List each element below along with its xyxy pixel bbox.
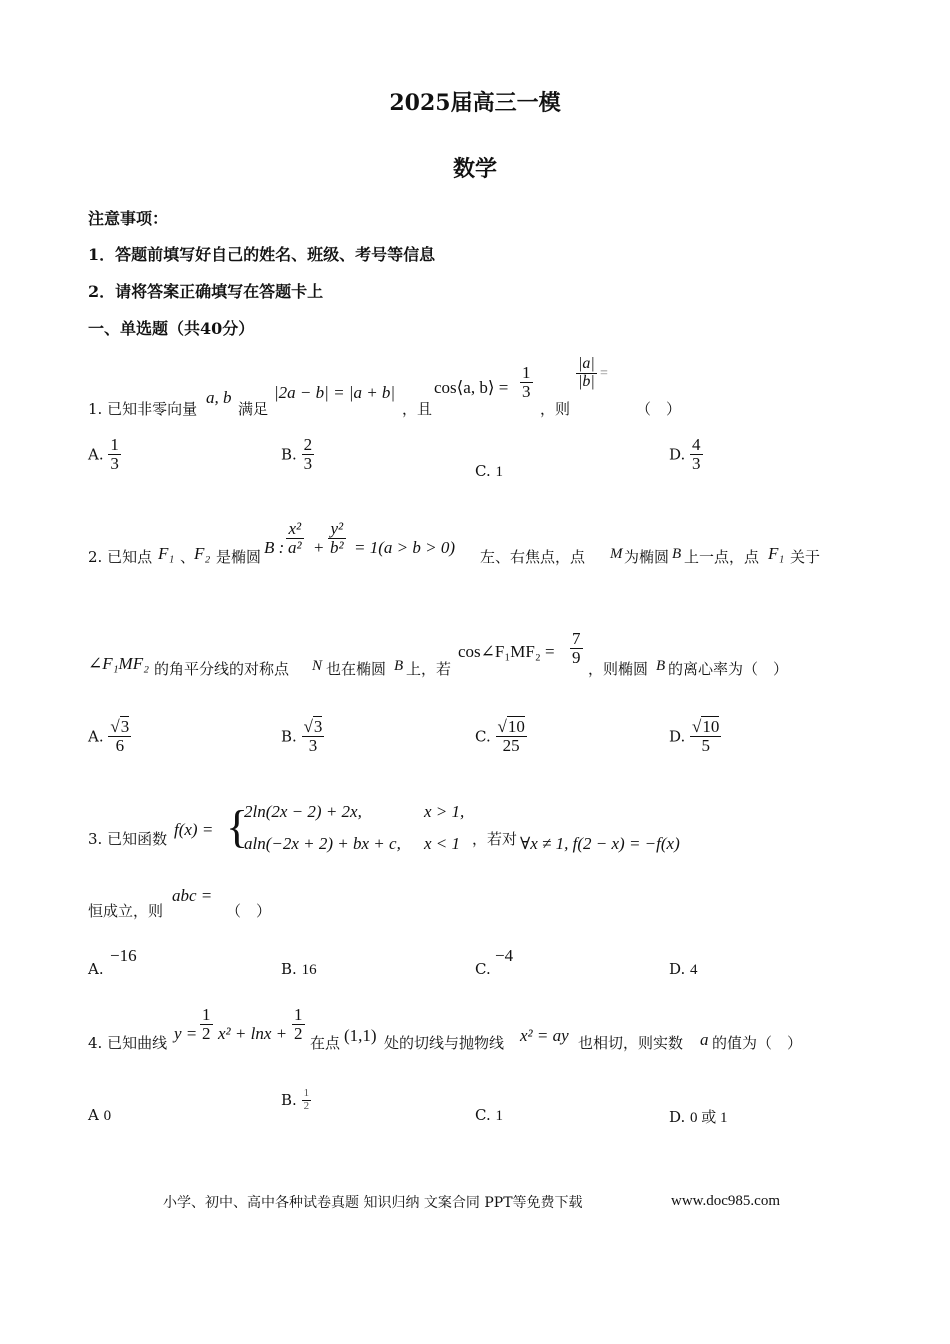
q2-x-fraction [286, 520, 304, 557]
fraction-num: √10 [692, 717, 720, 736]
option-label: A. [88, 960, 104, 978]
q4-tangent: 处的切线与抛物线 [384, 1034, 505, 1052]
q3-forall: ∀x ≠ 1, f(2 − x) = −f(x) [520, 834, 680, 853]
option-text: −4 [495, 946, 514, 965]
q2-tail1: 左、右焦点，点 [480, 548, 586, 566]
q2-option-c [475, 718, 527, 755]
q2-ellipse-b2: B [394, 658, 404, 674]
q2-tail4: 关于 [790, 548, 821, 566]
option-label: C. [475, 1106, 491, 1124]
q1-ratio-num: |a| [578, 355, 595, 372]
fraction-num: 2 [303, 435, 313, 454]
footer-url[interactable]: www.doc985.com [671, 1193, 781, 1209]
q2-f2: F₂ [194, 544, 211, 563]
fraction-den: a² [288, 537, 302, 557]
q2-sep: 、 [180, 548, 196, 566]
option-label: D. [669, 727, 686, 746]
q4-also: 也相切，则实数 [578, 1034, 684, 1052]
q1-cos-lhs: cos⟨a, b⟩ = [434, 378, 509, 397]
q2-f1: F₁ [158, 544, 175, 563]
notice-item-1: 1．答题前填写好自己的姓名、班级、考号等信息 [88, 245, 436, 264]
q2-f1-again: F₁ [768, 544, 785, 563]
q2-line2b: 也在椭圆 [326, 660, 387, 678]
option-label: A. [88, 727, 104, 746]
option-label: C. [475, 960, 491, 978]
q4-end: 的值为（ ） [712, 1034, 803, 1052]
q2-cos-fraction [570, 630, 583, 667]
q2-plus: + [314, 538, 324, 557]
fraction-num: 7 [572, 629, 581, 648]
q1-option-b [281, 436, 314, 473]
q2-line2d: ，则椭圆 [588, 660, 649, 678]
section-heading: 一、单选题（共40分） [88, 319, 255, 338]
q2-cos: cos∠F₁MF₂ = [458, 642, 555, 661]
q2-ellipse-b: B [672, 546, 682, 562]
question-2-line-2 [88, 630, 868, 680]
q1-vectors: a, b [206, 388, 232, 407]
subject-title: 数学 [452, 156, 497, 182]
fraction-num: y² [328, 520, 346, 539]
fraction-den: 2 [294, 1023, 303, 1043]
q4-half-1 [200, 1006, 213, 1043]
fraction-den: 5 [701, 735, 710, 755]
q3-case2: aln(−2x + 2) + bx + c, [244, 834, 401, 853]
fraction-num: 4 [692, 435, 701, 454]
option-label: B. [281, 445, 297, 464]
q3-fx: f(x) = [174, 820, 214, 839]
option-fraction [496, 718, 527, 755]
q4-half-2 [292, 1006, 305, 1043]
q1-cos-fraction [520, 364, 533, 401]
radicand: 10 [702, 717, 720, 736]
q2-line2a: 的角平分线的对称点 [154, 660, 290, 678]
q1-option-c [475, 462, 503, 481]
q1-cos-num: 1 [522, 363, 531, 382]
fraction-num: √3 [303, 717, 323, 736]
option-label: D. [669, 1108, 686, 1126]
q3-lead: 3. 已知函数 [88, 830, 168, 848]
fraction-den: 2 [202, 1023, 211, 1043]
fraction-den: 25 [502, 735, 520, 755]
q4-option-b [281, 1088, 311, 1112]
option-label: C. [475, 727, 491, 746]
fraction-den: 6 [115, 735, 125, 755]
option-label: D. [669, 445, 686, 464]
notice-item-2: 2．请将答案正确填写在答题卡上 [88, 282, 324, 301]
q2-lead: 2. 已知点 [88, 548, 153, 566]
q2-ellipse-b3: B [656, 658, 666, 674]
exam-title: 2025届高三一模 [389, 90, 561, 116]
q3-line2: 恒成立，则 [88, 902, 164, 920]
q1-lead: 1. 已知非零向量 [88, 400, 198, 418]
q1-then: ，则 [540, 400, 571, 418]
q1-ratio [576, 356, 597, 391]
option-text: 16 [301, 962, 317, 978]
option-fraction [690, 718, 721, 755]
fraction-num: x² [286, 520, 304, 539]
option-text: 1 [495, 1108, 503, 1124]
fraction-num: 1 [202, 1005, 211, 1024]
q1-and: ，且 [402, 400, 433, 418]
option-fraction [302, 718, 325, 755]
fraction-den: 9 [572, 647, 581, 667]
option-label: D. [669, 960, 686, 978]
q3-abc: abc = [172, 886, 213, 905]
fraction-den: 3 [692, 453, 701, 473]
q2-y-fraction [328, 520, 346, 557]
q1-option-d [669, 436, 703, 473]
q2-point-n: N [312, 658, 323, 674]
fraction-num: 1 [110, 435, 119, 454]
option-fraction [690, 436, 703, 473]
option-text: −16 [110, 946, 137, 965]
option-text: 4 [690, 962, 698, 978]
fraction-den: b² [330, 537, 344, 557]
q1-equals: = [600, 366, 608, 381]
fraction-num: 1 [294, 1005, 303, 1024]
option-fraction [302, 436, 315, 473]
q3-option-b [281, 960, 317, 979]
q3-paren: （ ） [226, 902, 272, 920]
q3-brace: { [226, 801, 249, 852]
option-text: 0 [103, 1108, 112, 1124]
q2-tail3: 上一点，点 [684, 548, 760, 566]
fraction-den: 3 [308, 735, 318, 755]
q3-option-d [669, 960, 698, 979]
fraction-den: 2 [303, 1099, 310, 1112]
question-3 [88, 798, 868, 862]
q3-cond1: x > 1, [424, 802, 465, 821]
question-4 [88, 1006, 868, 1056]
q3-mid: ，若对 [472, 830, 518, 848]
q2-line2e: 的离心率为（ ） [668, 660, 789, 678]
option-fraction [108, 718, 131, 755]
q4-lead: 4. 已知曲线 [88, 1034, 168, 1052]
footer-text: 小学、初中、高中各种试卷真题 知识归纳 文案合同 PPT等免费下载 [163, 1195, 583, 1211]
q4-point: (1,1) [344, 1026, 377, 1045]
notice-heading: 注意事项： [88, 209, 169, 228]
option-fraction [108, 436, 121, 473]
fraction-den: 3 [110, 453, 119, 473]
radicand: 3 [120, 717, 130, 736]
question-2 [88, 518, 868, 578]
q3-cond2: x < 1 [424, 834, 461, 853]
q4-x2: x² + lnx + [218, 1024, 288, 1043]
option-label: B. [281, 1091, 297, 1110]
q1-cos-den: 3 [522, 381, 531, 401]
q2-ellipse-condition: = 1(a > b > 0) [354, 538, 455, 557]
q2-tail2: 为椭圆 [624, 548, 670, 566]
q4-y: y = [174, 1024, 198, 1043]
option-label: B. [281, 727, 297, 746]
option-label: B. [281, 960, 297, 978]
q4-a: a [700, 1030, 709, 1049]
q2-is: 是椭圆 [216, 548, 262, 566]
q4-parabola: x² = ay [520, 1026, 569, 1045]
option-label: A. [88, 445, 104, 464]
q2-angle: ∠F₁MF₂ [88, 654, 149, 673]
q4-option-a [88, 1106, 111, 1125]
option-fraction [302, 1088, 312, 1112]
fraction-num: √10 [497, 717, 525, 736]
fraction-num: 1 [303, 1087, 310, 1099]
q2-option-d [669, 718, 721, 755]
q1-paren: （ ） [636, 400, 682, 418]
q4-option-c [475, 1106, 503, 1125]
fraction-den: 3 [303, 453, 313, 473]
option-text: 1 [495, 464, 503, 480]
q3-case1: 2ln(2x − 2) + 2x, [244, 802, 362, 821]
q1-mid: 满足 [238, 400, 269, 418]
q4-option-d [669, 1106, 728, 1127]
q2-option-a [88, 718, 131, 755]
q2-ellipse-name: B : [264, 538, 285, 557]
fraction-num: √3 [110, 717, 130, 736]
q1-option-a [88, 436, 121, 473]
radicand: 3 [313, 717, 323, 736]
q2-line2c: 上，若 [406, 660, 452, 678]
q1-ratio-den: |b| [578, 372, 595, 390]
q1-condition: |2a − b| = |a + b| [274, 383, 396, 402]
q2-option-b [281, 718, 324, 755]
radicand: 10 [507, 717, 525, 736]
option-label: C. [475, 462, 491, 480]
q2-point-m: M [610, 546, 623, 562]
option-text: 0 或 1 [690, 1110, 728, 1126]
option-label: A [88, 1106, 99, 1124]
q4-at: 在点 [310, 1034, 341, 1052]
